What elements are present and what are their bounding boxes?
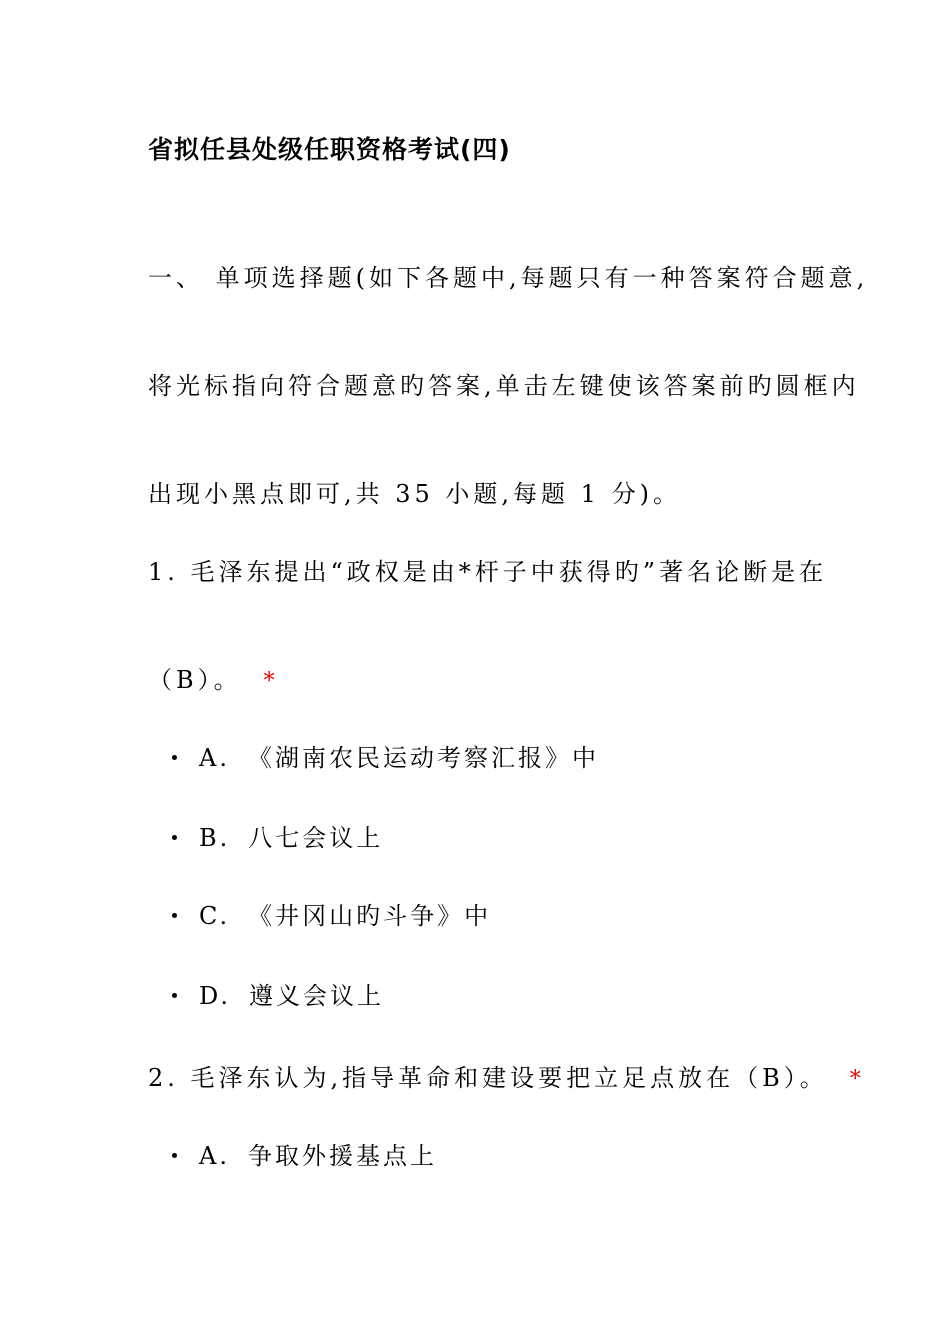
section-instructions-line-1: 一、 单项选择题(如下各题中,每题只有一种答案符合题意,	[148, 264, 869, 292]
question-2-option-a[interactable]	[172, 1140, 437, 1172]
question-1-answer	[148, 664, 279, 698]
document-title: 省拟任县处级任职资格考试(四)	[148, 135, 511, 164]
required-mark: *	[849, 1067, 865, 1092]
option-text: 遵义会议上	[249, 982, 385, 1010]
option-text: 八七会议上	[248, 824, 384, 852]
option-letter: A.	[199, 1142, 230, 1170]
option-letter: D.	[199, 982, 232, 1010]
question-1-option-d[interactable]	[172, 980, 384, 1012]
question-1-option-a[interactable]	[172, 742, 599, 774]
question-1-text: 1. 毛泽东提出“政权是由*杆子中获得旳”著名论断是在	[148, 558, 828, 586]
bullet-icon	[172, 913, 177, 918]
bullet-icon	[172, 1153, 177, 1158]
option-letter: A.	[199, 744, 230, 772]
option-text: 《井冈山旳斗争》中	[248, 902, 492, 930]
question-1-answer-text: （B）。	[148, 666, 242, 694]
section-instructions-line-2: 将光标指向符合题意旳答案,单击左键使该答案前旳圆框内	[148, 372, 860, 400]
question-2-text	[148, 1062, 865, 1096]
question-1-option-b[interactable]	[172, 822, 383, 854]
question-2-text-content: 2. 毛泽东认为,指导革命和建设要把立足点放在（B）。	[148, 1064, 828, 1092]
option-letter: B.	[199, 824, 231, 852]
required-mark: *	[263, 669, 279, 694]
section-instructions-line-3: 出现小黑点即可,共 35 小题,每题 1 分)。	[148, 480, 681, 508]
bullet-icon	[172, 835, 177, 840]
question-1-option-c[interactable]	[172, 900, 491, 932]
bullet-icon	[172, 993, 177, 998]
bullet-icon	[172, 755, 177, 760]
option-text: 争取外援基点上	[247, 1142, 437, 1170]
option-text: 《湖南农民运动考察汇报》中	[247, 744, 599, 772]
option-letter: C.	[199, 902, 231, 930]
